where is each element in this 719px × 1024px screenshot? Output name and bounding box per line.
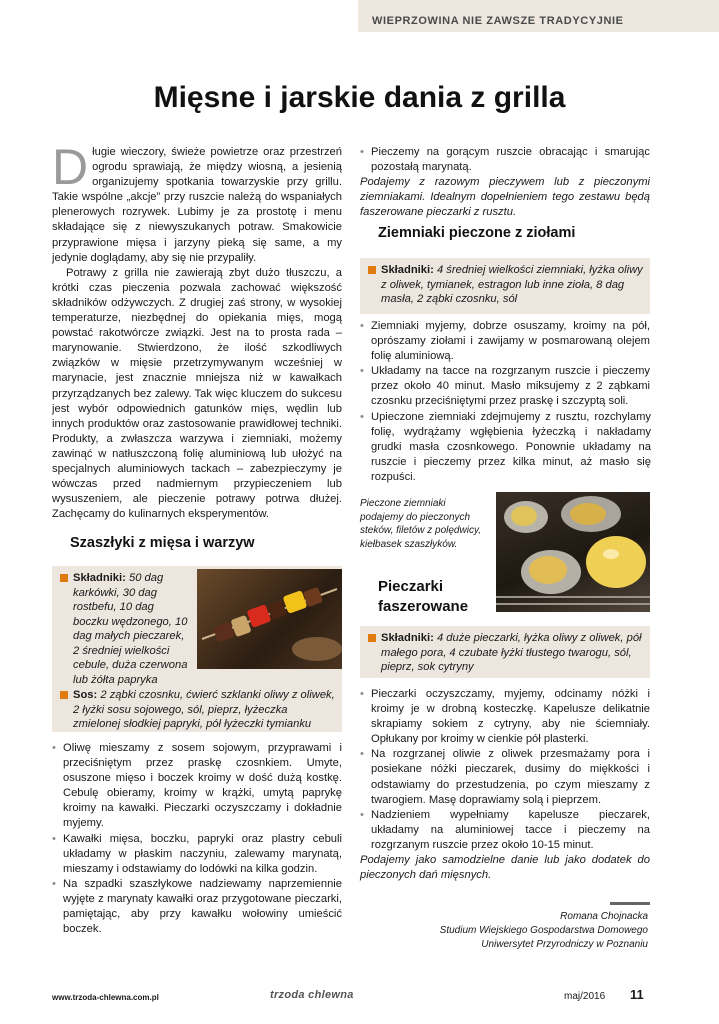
potato-photo (496, 492, 650, 612)
skewer-illustration (197, 569, 342, 669)
section-title: WIEPRZOWINA NIE ZAWSZE TRADYCYJNIE (372, 15, 624, 27)
step-item: • Na rozgrzanej oliwie z oliwek przesmażamy pora i posiekane nóżki pieczarek, dusimy do miękkości i odstawiamy do przestudzenia, po czym mieszamy z twarogiem. Masę doprawiamy solą i pieprzem. (360, 747, 650, 807)
szaszlyki-serving: Podajemy z razowym pieczywem lub z pieczonymi ziemniakami. Idealnym dopełnieniem tego zestawu będą faszerowane pieczarki z rusztu. (360, 176, 650, 219)
step-item: • Układamy na tacce na rozgrzanym ruszcie i pieczemy przez około 40 minut. Masło miksujemy z 2 ząbkami czosnku przeciśniętymi przez praskę i szczyptą soli. (360, 364, 650, 409)
potato-illustration (496, 492, 650, 612)
author-org-1: Studium Wiejskiego Gospodarstwa Domowego (439, 925, 648, 936)
pieczarki-serving: Podajemy jako samodzielne danie lub jako dodatek do pieczonych dań mięsnych. (360, 854, 650, 882)
ingredients-label: Składniki: (381, 632, 434, 644)
author-name: Romana Chojnacka (560, 911, 648, 922)
ziemniaki-heading: Ziemniaki pieczone z ziołami (378, 225, 576, 241)
szaszlyki-sauce: 2 ząbki czosnku, ćwierć szklanki oliwy z oliwek, 2 łyżki sosu sojowego, sól, pieprz, łyżeczka zmielonej słodkiej papryki, pół łyżeczki tymianku (73, 689, 335, 730)
sauce-label: Sos: (73, 689, 98, 701)
footer-url-link[interactable]: www.trzoda-chlewna.com.pl (52, 993, 159, 1002)
ziemniaki-ingredients-box (360, 258, 650, 314)
bullet-square-icon (60, 574, 68, 582)
step-item: • Ziemniaki myjemy, dobrze osuszamy, kroimy na pół, oprószamy ziołami i zawijamy w posmarowaną olejem folię aluminiową. (360, 319, 650, 364)
intro-paragraph-1: ługie wieczory, świeże powietrze oraz przestrzeń ogrodu sprawiają, że między wiosną, a jesienią organizujemy spotkania towarzyskie przy grillu. Takie wspólne „akcje” przy ruszcie należą do wspaniałych plenerowych rozrywek. Lubimy je za prostotę i menu składające się z niewyszukanych potraw. Smakowicie przyprawione mięsa i jarzyny pieką się same, a my jedynie doglądamy, aby się nie przypaliły. (52, 146, 342, 264)
szaszlyki-ingredients: 50 dag karkówki, 30 dag rostbefu, 10 dag boczku wędzonego, 10 dag małych pieczarek, 2 średniej wielkości cebule, duża czerwona lub żółta papryka (73, 572, 188, 686)
step-item: • Nadzieniem wypełniamy kapelusze pieczarek, układamy na aluminiowej tacce i pieczemy na rozgrzanym ruszcie przez około 10-15 minut. (360, 808, 650, 853)
szaszlyki-steps (52, 741, 342, 937)
author-org-2: Uniwersytet Przyrodniczy w Poznaniu (481, 939, 648, 950)
ziemniaki-steps (360, 319, 650, 485)
intro-paragraph-2: Potrawy z grilla nie zawierają zbyt dużo tłuszczu, a krótki czas pieczenia pozwala zachować większość składników odżywczych. Z drugiej zaś strony, w wysokiej temperaturze, niezbędnej do opiekania mięs, mogą powstać rakotwórcze związki. Jest na to prosta rada – marynowanie. Stwierdzono, że ilość szkodliwych związków w mięsie przetrzymywanym wcześniej w marynacie, jest znacznie mniejsza niż w kawałkach przyrządzanych bez zalewy. Tak więc kluczem do sukcesu jest wybór odpowiednich gatunków mięs, wędlin lub innych produktów oraz zastosowanie prawidłowej techniki. Produkty, a zwłaszcza warzywa i ziemniaki, możemy zawinąć w natłuszczoną folię aluminiową lub ułożyć na specjalnych aluminiowych tackach – zabezpieczymy je wówczas przed nadmiernym przypieczeniem lub wysuszeniem, ale pieczenie potrawy potrwa dłużej. Zachęcamy do kulinarnych eksperymentów. (52, 266, 342, 521)
ingredients-label: Składniki: (381, 264, 434, 276)
ziemniaki-caption: Pieczone ziemniaki podajemy do pieczonych steków, filetów z polędwicy, kiełbasek szaszłyków. (360, 498, 481, 550)
intro-text (52, 139, 342, 522)
author-block (440, 910, 648, 952)
step-item: • Na szpadki szaszłykowe nadziewamy naprzemiennie wyjęte z marynaty kawałki oraz przygotowane pieczarki, pamiętając, aby przy kawałku wołowiny umieścić boczek. (52, 877, 342, 937)
szaszlyki-heading: Szaszłyki z mięsa i warzyw (70, 535, 255, 551)
step-item: • Pieczemy na gorącym ruszcie obracając i smarując pozostałą marynatą. (360, 145, 650, 175)
ingredients-label: Składniki: (73, 572, 126, 584)
issue-date: maj/2016 (564, 991, 606, 1002)
article-title: Mięsne i jarskie dania z grilla (153, 81, 566, 114)
drop-cap: D (52, 139, 89, 195)
bullet-square-icon (368, 634, 376, 642)
author-divider (610, 902, 650, 905)
pieczarki-heading-line-2: faszerowane (378, 598, 469, 615)
page-number: 11 (630, 987, 644, 1002)
step-item: • Pieczarki oczyszczamy, myjemy, odcinamy nóżki i kroimy je w drobną kosteczkę. Kapelusze delikatnie skrapiamy sokiem z cytryny, aby nie ściemniały. Opłukany por kroimy w cienkie pół plasterki. (360, 687, 650, 747)
skewer-photo (197, 569, 342, 669)
bullet-square-icon (60, 691, 68, 699)
magazine-logo: trzoda chlewna (270, 989, 354, 1001)
step-item: • Upieczone ziemniaki zdejmujemy z rusztu, rozchylamy folię, wydrążamy wgłębienia łyżeczką i nakładamy grudki masła czosnkowego. Ponownie układamy na ruszcie i pieczemy przez kilka minut, aż masło się rozpuści. (360, 410, 651, 485)
pieczarki-steps (360, 687, 650, 883)
pieczarki-ingredients-box (360, 626, 650, 678)
ziemniaki-ingredients: 4 średniej wielkości ziemniaki, łyżka oliwy z oliwek, tymianek, estragon lub inne zioła, 8 dag masła, 2 ząbki czosnku, sól (381, 264, 643, 305)
pieczarki-ingredients: 4 duże pieczarki, łyżka oliwy z oliwek, pół małego pora, 4 czubate łyżki tłustego twarogu, sól, pieprz, sok cytryny (381, 632, 642, 673)
step-item: • Kawałki mięsa, boczku, papryki oraz plastry cebuli układamy w płaskim naczyniu, zalewamy marynatą, mieszamy i odstawiamy do lodówki na kilka godzin. (52, 832, 342, 877)
pieczarki-heading-line-1: Pieczarki (378, 578, 444, 595)
step-item: • Oliwę mieszamy z sosem sojowym, przyprawami i przeciśniętym przez praskę czosnkiem. Umyte, osuszone mięso i boczek kroimy w dość dużą kostkę. Cebulę obieramy, kroimy w krążki, umytą paprykę kroimy na kawałki. Pieczarki oczyszczamy i dokładnie myjemy. (52, 741, 342, 832)
bullet-square-icon (368, 266, 376, 274)
szaszlyki-steps-continued (360, 145, 650, 220)
pieczarki-heading (378, 577, 468, 617)
